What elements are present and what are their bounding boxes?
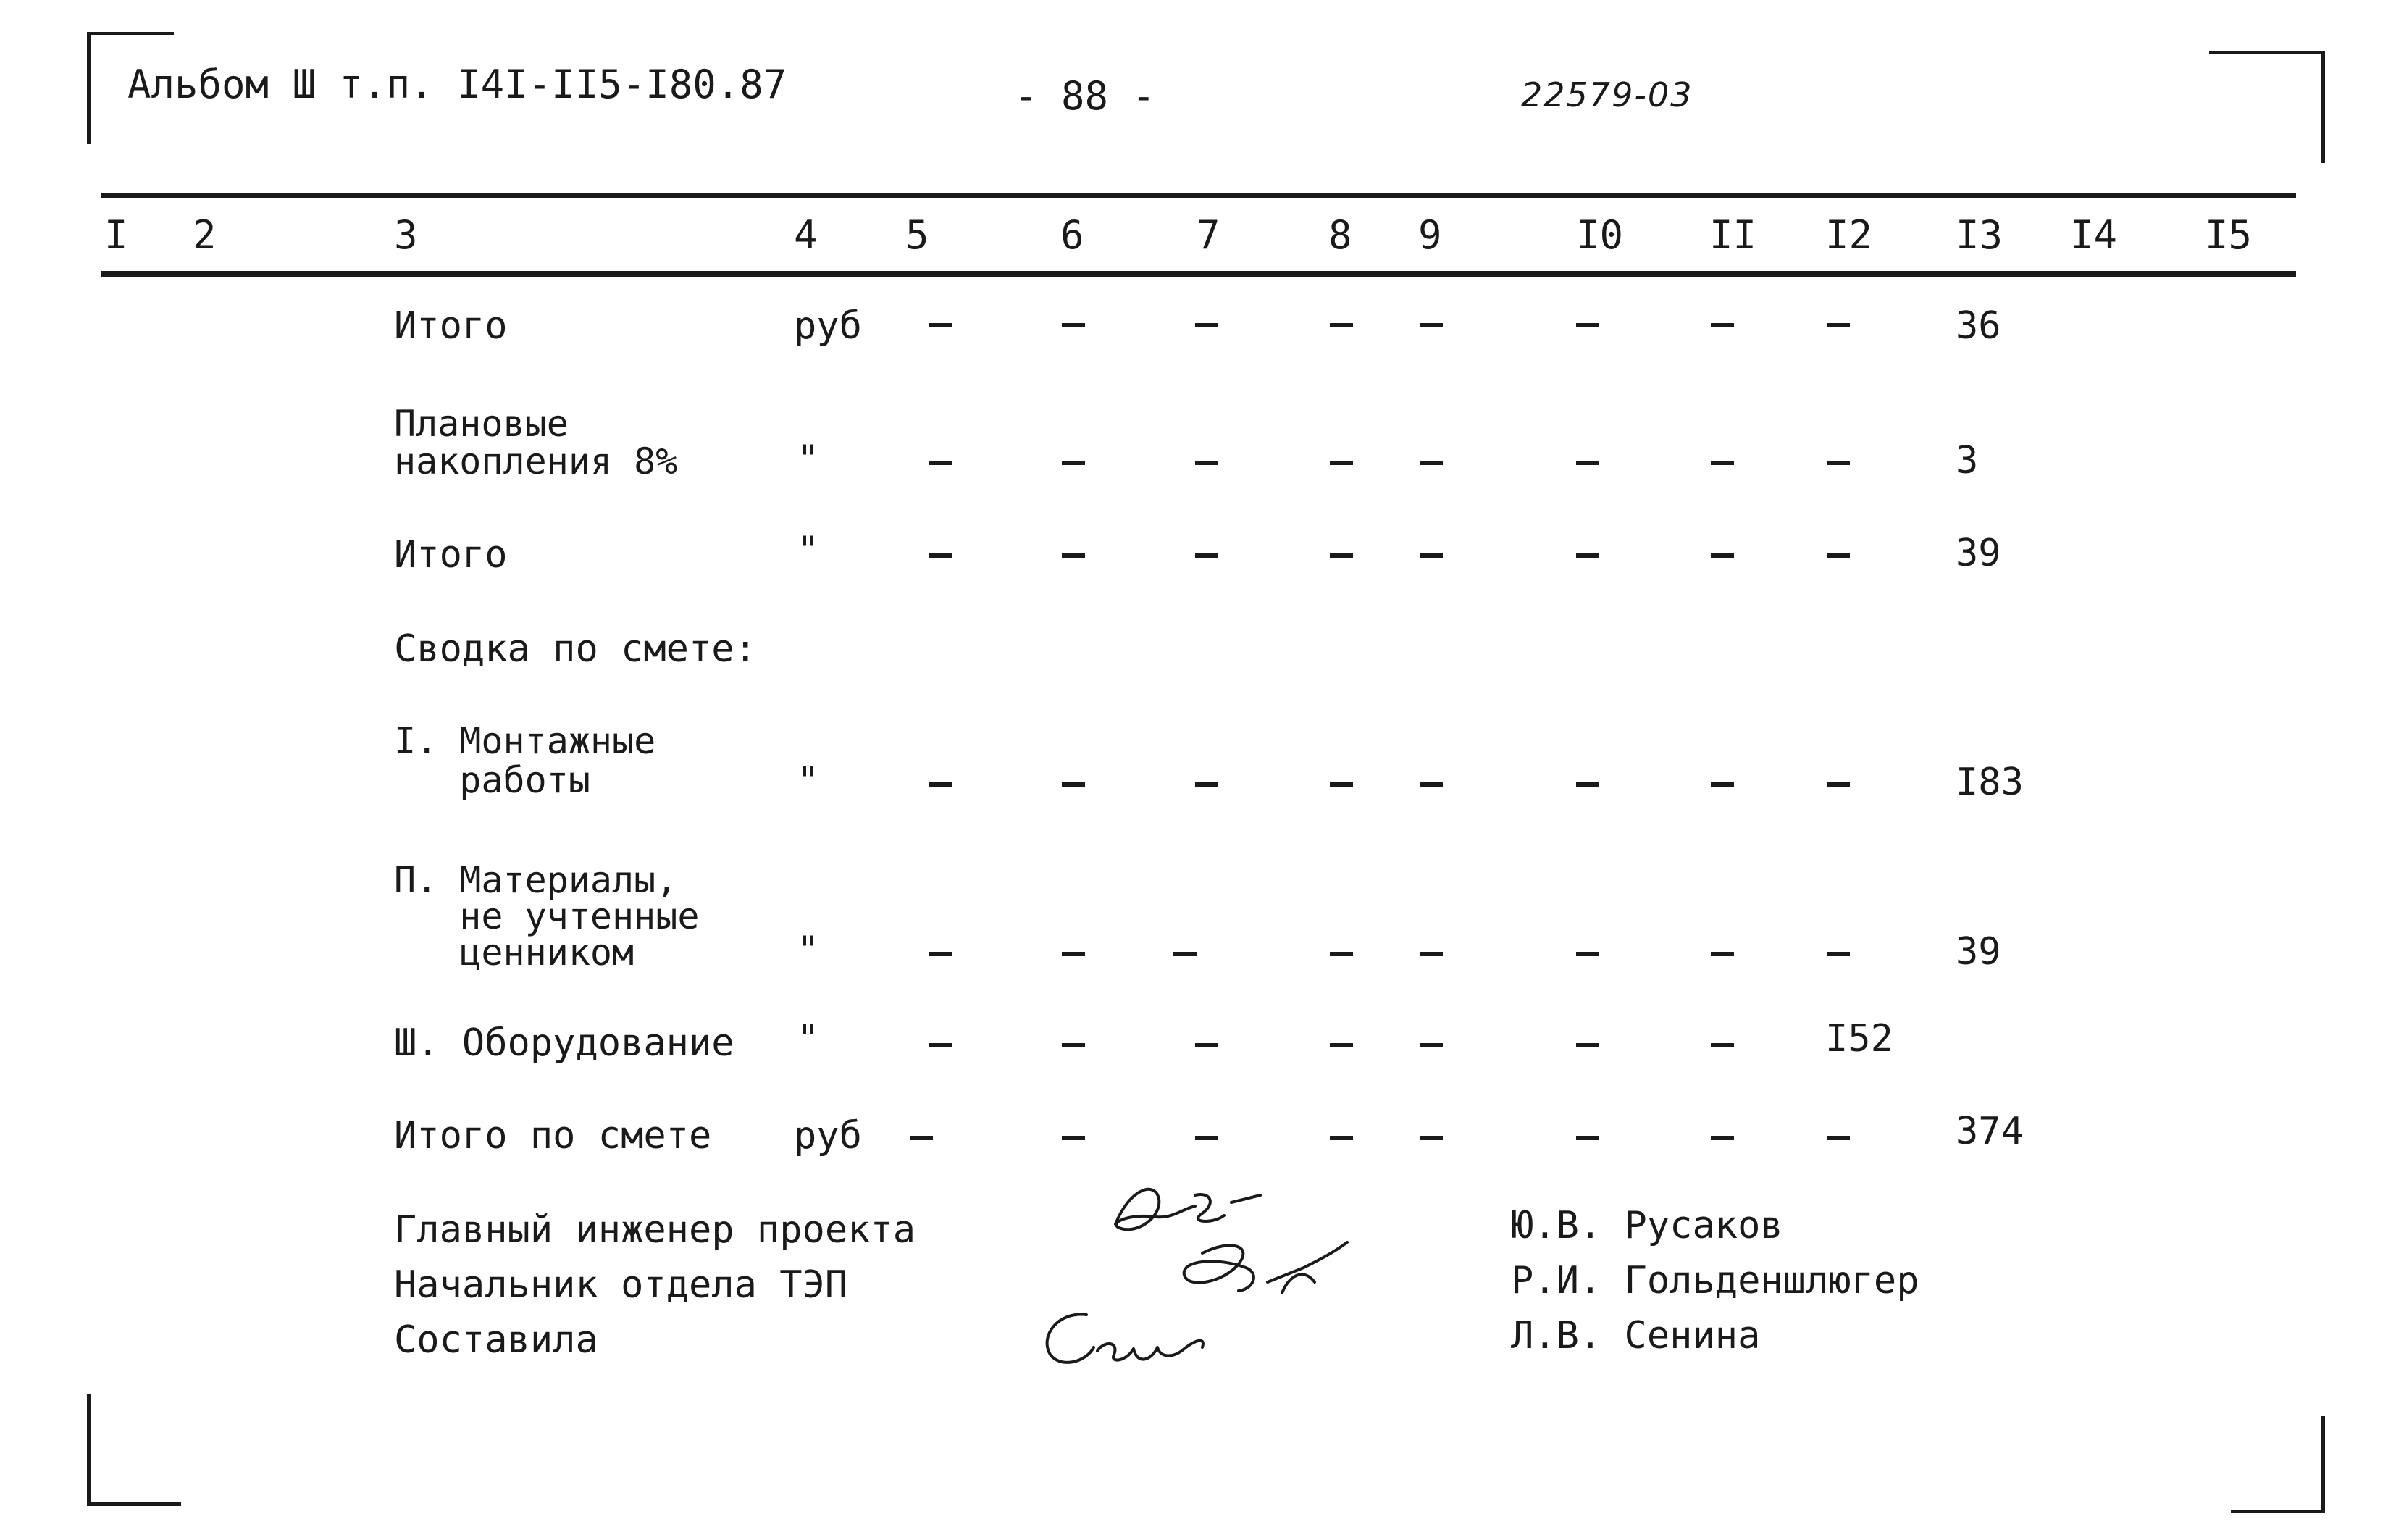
empty-cell-dash [1173, 952, 1197, 956]
column-header: II [1709, 212, 1757, 258]
signatory-title: Составила [394, 1318, 598, 1362]
empty-cell-dash [1420, 323, 1443, 327]
corner-mark-top-right [2209, 51, 2325, 54]
row-unit: " [797, 438, 820, 481]
empty-cell-dash [929, 323, 952, 327]
row-unit: " [797, 759, 820, 803]
row-unit: " [797, 929, 820, 972]
empty-cell-dash [1827, 553, 1850, 558]
column-header: I [104, 212, 128, 258]
column-header: 2 [193, 212, 217, 258]
page-number: - 88 - [1014, 73, 1156, 119]
signatory-name: Р.И. Гольденшлюгер [1511, 1259, 1919, 1302]
empty-cell-dash [1330, 323, 1353, 327]
empty-cell-dash [1420, 1043, 1443, 1047]
row-unit: руб [794, 1114, 862, 1158]
row-name: Ш. Оборудование [394, 1021, 734, 1065]
row-name: Итого [394, 304, 508, 348]
table-top-rule [101, 193, 2296, 198]
empty-cell-dash [1576, 323, 1599, 327]
empty-cell-dash [1330, 553, 1353, 558]
column-header: I2 [1825, 212, 1873, 258]
row-name: работы [394, 759, 590, 801]
column-header: I3 [1956, 212, 2003, 258]
empty-cell-dash [1576, 952, 1599, 956]
empty-cell-dash [1195, 1043, 1218, 1047]
empty-cell-dash [1711, 952, 1734, 956]
column-header: I4 [2070, 212, 2118, 258]
row-unit: " [797, 529, 820, 572]
album-title: Альбом Ш т.п. I4I-II5-I80.87 [127, 62, 787, 107]
empty-cell-dash [1062, 782, 1085, 787]
corner-mark-bottom-left [87, 1502, 181, 1506]
empty-cell-dash [929, 461, 952, 465]
corner-mark-top-left-vertical [87, 32, 91, 144]
row-name: I. Монтажные [394, 720, 656, 762]
empty-cell-dash [1420, 553, 1443, 558]
empty-cell-dash [1711, 1136, 1734, 1140]
empty-cell-dash [1062, 1043, 1085, 1047]
row-total: 3 [1956, 439, 1979, 482]
row-name: П. Материалы, [394, 859, 678, 901]
empty-cell-dash [1062, 323, 1085, 327]
column-header: I0 [1576, 212, 1624, 258]
empty-cell-dash [1420, 461, 1443, 465]
empty-cell-dash [1576, 553, 1599, 558]
empty-cell-dash [1330, 952, 1353, 956]
empty-cell-dash [1062, 952, 1085, 956]
section-heading: Сводка по смете: [394, 627, 757, 671]
empty-cell-dash [929, 553, 952, 558]
empty-cell-dash [1195, 782, 1218, 787]
empty-cell-dash [1827, 1136, 1850, 1140]
corner-mark-bottom-right-vertical [2321, 1416, 2325, 1513]
row-unit: руб [794, 304, 862, 348]
empty-cell-dash [1711, 782, 1734, 787]
empty-cell-dash [1420, 782, 1443, 787]
empty-cell-dash [1195, 553, 1218, 558]
empty-cell-dash [1576, 782, 1599, 787]
empty-cell-dash [1711, 553, 1734, 558]
row-col12-value: I52 [1825, 1017, 1893, 1060]
empty-cell-dash [1420, 1136, 1443, 1140]
empty-cell-dash [1330, 1043, 1353, 1047]
empty-cell-dash [1420, 952, 1443, 956]
row-total: 39 [1956, 930, 2001, 974]
empty-cell-dash [910, 1136, 933, 1140]
empty-cell-dash [1711, 323, 1734, 327]
column-header: 3 [394, 212, 418, 258]
empty-cell-dash [1711, 461, 1734, 465]
empty-cell-dash [1195, 323, 1218, 327]
signatory-name: Л.В. Сенина [1511, 1314, 1761, 1357]
row-name: Итого по смете [394, 1114, 712, 1158]
signatory-title: Начальник отдела ТЭП [394, 1263, 848, 1307]
row-name: не учтенные [394, 895, 700, 937]
empty-cell-dash [1827, 952, 1850, 956]
row-total: 39 [1956, 532, 2001, 575]
empty-cell-dash [1827, 461, 1850, 465]
row-total: 374 [1956, 1110, 2024, 1153]
empty-cell-dash [1330, 461, 1353, 465]
empty-cell-dash [1062, 461, 1085, 465]
corner-mark-top-right-vertical [2321, 51, 2325, 163]
column-header: I5 [2205, 212, 2253, 258]
empty-cell-dash [929, 952, 952, 956]
corner-mark-bottom-left-vertical [87, 1394, 91, 1506]
empty-cell-dash [1062, 553, 1085, 558]
empty-cell-dash [1195, 461, 1218, 465]
empty-cell-dash [1827, 782, 1850, 787]
column-header: 7 [1197, 212, 1220, 258]
empty-cell-dash [1062, 1136, 1085, 1140]
empty-cell-dash [1576, 1043, 1599, 1047]
column-header: 4 [794, 212, 818, 258]
empty-cell-dash [1711, 1043, 1734, 1047]
corner-mark-bottom-right [2231, 1510, 2325, 1513]
empty-cell-dash [929, 782, 952, 787]
table-header-bottom-rule [101, 271, 2296, 277]
row-total: 36 [1956, 304, 2001, 348]
column-header: 6 [1060, 212, 1084, 258]
empty-cell-dash [1330, 782, 1353, 787]
empty-cell-dash [1330, 1136, 1353, 1140]
row-name: Плановые [394, 403, 569, 445]
corner-mark-top-left [87, 32, 174, 35]
signatory-title: Главный инженер проекта [394, 1208, 916, 1252]
empty-cell-dash [1576, 461, 1599, 465]
empty-cell-dash [1576, 1136, 1599, 1140]
signatory-name: Ю.В. Русаков [1511, 1204, 1783, 1247]
row-name: накопления 8% [394, 440, 678, 482]
empty-cell-dash [929, 1043, 952, 1047]
row-name: ценником [394, 932, 634, 974]
column-header: 9 [1418, 212, 1442, 258]
empty-cell-dash [1195, 1136, 1218, 1140]
row-total: I83 [1956, 761, 2024, 804]
column-header: 5 [905, 212, 929, 258]
handwritten-signature-compiler [1029, 1297, 1217, 1376]
row-name: Итого [394, 533, 508, 577]
empty-cell-dash [1827, 323, 1850, 327]
document-number: 22579-03 [1521, 75, 1693, 114]
row-unit: " [797, 1017, 820, 1060]
column-header: 8 [1328, 212, 1352, 258]
